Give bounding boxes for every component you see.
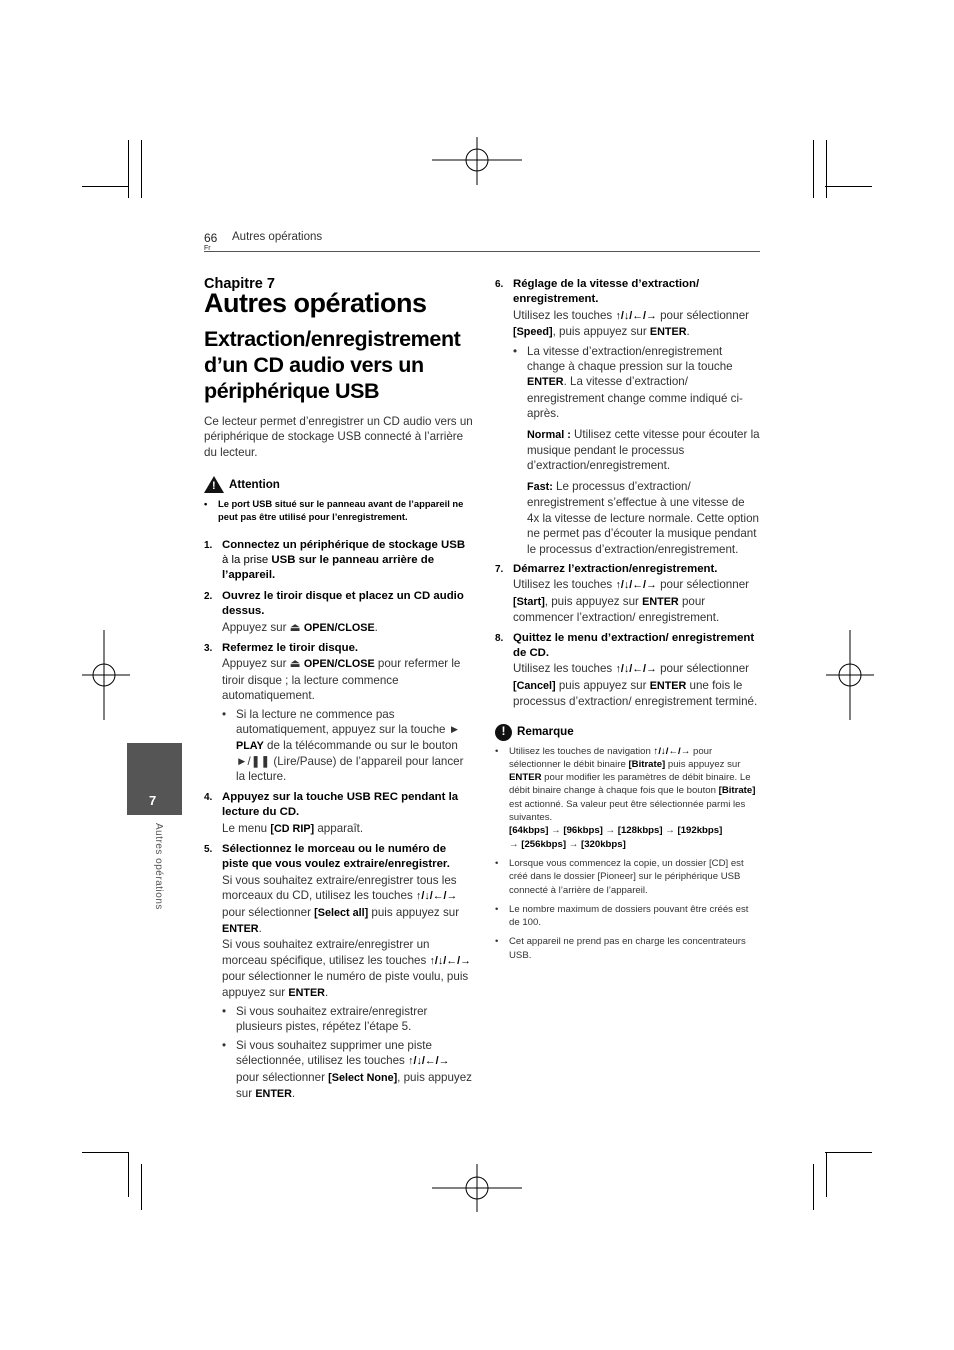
remark-label: Remarque bbox=[517, 725, 574, 739]
step-bullet bbox=[222, 1004, 474, 1035]
key-label: ENTER bbox=[642, 595, 679, 608]
remark-text: puis appuyez sur bbox=[665, 758, 741, 770]
step-bullet bbox=[513, 344, 760, 422]
step-number: 8. bbox=[495, 632, 504, 644]
step-body-text: une fois le processus d’extraction/ enregistrement terminé. bbox=[513, 678, 758, 709]
key-label: [Bitrate] bbox=[718, 785, 756, 797]
step-body-text: Appuyez sur bbox=[222, 657, 290, 671]
attention-header bbox=[204, 476, 474, 493]
arrow-keys-icon: ↑/↓/←/→ bbox=[615, 309, 657, 322]
page-number: 66 bbox=[204, 231, 218, 245]
step-body-text: , puis appuyez sur bbox=[544, 594, 643, 608]
step-body-text: Si vous souhaitez extraire/enregistrer un morceau spécifique, utilisez les touches bbox=[222, 938, 430, 967]
step-number: 4. bbox=[204, 791, 213, 803]
arrow-right-icon: → bbox=[665, 825, 675, 837]
step-number: 6. bbox=[495, 279, 504, 290]
step-body bbox=[222, 821, 474, 837]
remark-text: pour sélectionner le débit binaire bbox=[509, 745, 713, 770]
crop-mark bbox=[128, 1152, 129, 1197]
step-title-text: Appuyez sur la touche bbox=[222, 790, 347, 803]
key-label: [Cancel] bbox=[513, 679, 556, 692]
step-body-text: apparaît. bbox=[314, 821, 364, 835]
key-label: ENTER bbox=[288, 986, 325, 999]
key-label: ENTER bbox=[649, 326, 687, 339]
step-title: Ouvrez le tiroir disque et placez un CD audio dessus. bbox=[222, 589, 464, 618]
remark-text: Lorsque vous commencez la copie, un dossier [CD] est créé dans le dossier [Pioneer] sur le périphérique USB connecté à l’arrière de l’appareil. bbox=[509, 857, 744, 896]
step-body bbox=[222, 873, 474, 938]
step-8 bbox=[495, 631, 760, 710]
key-label: PLAY bbox=[236, 739, 264, 752]
step-title: Démarrez l’extraction/enregistrement. bbox=[513, 562, 718, 575]
step-body-text: Si vous souhaitez extraire/enregistrer tous les morceaux du CD, utilisez les touches bbox=[222, 873, 457, 903]
step-2 bbox=[204, 589, 474, 636]
step-body-text: Appuyez sur bbox=[222, 620, 290, 634]
step-bullet bbox=[222, 1038, 474, 1103]
crop-mark bbox=[82, 186, 129, 187]
bullet-text: La vitesse d’extraction/enregistrement change à chaque pression sur la touche bbox=[527, 344, 733, 374]
step-title-text: pendant la lecture du CD. bbox=[222, 790, 459, 819]
chapter-tab-label bbox=[147, 823, 167, 933]
chapter-label: Chapitre 7 bbox=[204, 276, 275, 292]
step-title-text: Connectez un périphérique de stockage bbox=[222, 538, 441, 551]
step-body bbox=[513, 661, 760, 709]
step-body-text: pour sélectionner le numéro de piste voulu, puis appuyez sur bbox=[222, 970, 469, 999]
running-title: Autres opérations bbox=[232, 231, 323, 243]
left-column bbox=[204, 277, 474, 1107]
bitrate-option: [192kbps] bbox=[677, 825, 723, 837]
key-label: [Select None] bbox=[328, 1071, 398, 1084]
step-3 bbox=[204, 641, 474, 785]
arrow-keys-icon: ↑/↓/←/→ bbox=[615, 663, 657, 676]
key-label: ENTER bbox=[222, 922, 259, 935]
key-label: [CD RIP] bbox=[270, 822, 315, 835]
step-number: 1. bbox=[204, 539, 213, 551]
registration-mark bbox=[432, 137, 522, 185]
key-label: OPEN/CLOSE bbox=[303, 658, 375, 671]
remark-item bbox=[495, 857, 760, 897]
step-body-text: pour commencer l’extraction/ enregistrement. bbox=[513, 594, 720, 625]
arrow-right-icon: → bbox=[568, 838, 579, 850]
crop-mark bbox=[82, 1152, 129, 1153]
registration-mark bbox=[826, 630, 874, 720]
attention-text-content: Le port USB situé sur le panneau avant de l’appareil ne peut pas être utilisé pour l’enregistrement. bbox=[218, 498, 464, 523]
chapter-tab-label-text: Autres opérations bbox=[153, 823, 164, 910]
step-title: Sélectionnez le morceau ou le numéro de piste que vous voulez extraire/enregistrer. bbox=[222, 842, 450, 871]
step-title-text: USB REC bbox=[346, 790, 398, 803]
step-title-text: à la prise bbox=[222, 554, 272, 567]
registration-mark bbox=[432, 1164, 522, 1212]
remark-item bbox=[495, 745, 760, 851]
section-title: Extraction/enregistrement d’un CD audio vers un périphérique USB bbox=[204, 326, 461, 403]
step-body bbox=[513, 308, 760, 341]
arrow-keys-icon: ↑/↓/←/→ bbox=[415, 890, 458, 903]
key-label: ENTER bbox=[255, 1088, 292, 1101]
remark-text: Cet appareil ne prend pas en charge les concentrateurs USB. bbox=[509, 936, 746, 961]
speed-fast bbox=[513, 479, 760, 557]
eject-icon: ⏏ bbox=[289, 657, 301, 671]
speed-label: Normal : bbox=[527, 428, 571, 441]
right-column bbox=[495, 277, 760, 962]
crop-mark bbox=[813, 140, 814, 198]
exclamation-icon: ! bbox=[495, 724, 512, 741]
step-body-text: Le menu bbox=[222, 821, 271, 835]
step-title bbox=[222, 538, 474, 584]
bullet-text: Si vous souhaitez supprimer une piste sélectionnée, utilisez les touches bbox=[236, 1038, 432, 1068]
step-5 bbox=[204, 842, 474, 1103]
warning-icon: ! bbox=[204, 476, 224, 493]
remark-header bbox=[495, 724, 760, 741]
speed-text: Le processus d’extraction/ enregistrement s’effectue à une vitesse de 4x la vitesse de lecture normale. Cette option ne permet pas d’écouter la musique pendant le processus d’extraction/enregistrement. bbox=[527, 479, 759, 556]
crop-mark bbox=[826, 1152, 827, 1197]
bitrate-option: [128kbps] bbox=[617, 825, 663, 837]
crop-mark bbox=[825, 1152, 872, 1153]
step-body bbox=[222, 620, 474, 636]
key-label: [Bitrate] bbox=[628, 758, 666, 770]
step-body-text: . bbox=[258, 921, 262, 935]
key-label: ENTER bbox=[527, 376, 564, 389]
speed-normal bbox=[513, 427, 760, 474]
key-label: [Start] bbox=[513, 595, 545, 608]
step-body bbox=[222, 656, 474, 703]
bullet-text: . La vitesse d’extraction/ enregistrement change comme indiqué ci-après. bbox=[527, 375, 743, 421]
bitrate-option: [96kbps] bbox=[563, 825, 603, 837]
bullet-text: de la télécommande ou sur le bouton bbox=[263, 738, 458, 752]
bullet-text: , puis appuyez sur bbox=[236, 1070, 472, 1101]
attention-label: Attention bbox=[229, 477, 280, 491]
remark-text: Le nombre maximum de dossiers pouvant être créés est de 100. bbox=[509, 903, 749, 929]
step-body bbox=[222, 937, 474, 1001]
step-number: 5. bbox=[204, 843, 213, 855]
step-title-text: USB bbox=[271, 554, 296, 567]
speed-text: Utilisez cette vitesse pour écouter la musique pendant le processus d’extraction/enregistrement. bbox=[527, 427, 760, 473]
step-body-text: . bbox=[374, 620, 378, 634]
chapter-tab bbox=[127, 743, 182, 815]
step-4 bbox=[204, 790, 474, 837]
crop-mark bbox=[128, 140, 129, 198]
remark-text: Utilisez les touches de navigation bbox=[509, 745, 654, 757]
step-number: 3. bbox=[204, 643, 213, 655]
step-title: Refermez le tiroir disque. bbox=[222, 642, 359, 655]
step-6 bbox=[495, 277, 760, 557]
bitrate-option: [320kbps] bbox=[581, 838, 626, 850]
remark-item bbox=[495, 903, 760, 930]
attention-text bbox=[204, 497, 474, 524]
step-7 bbox=[495, 562, 760, 626]
step-body-text: . bbox=[324, 985, 329, 999]
step-number: 2. bbox=[204, 590, 213, 602]
step-body-text: Utilisez les touches bbox=[513, 662, 616, 676]
page-title: Autres opérations bbox=[204, 288, 427, 319]
step-title-text: USB bbox=[441, 538, 466, 551]
step-body bbox=[513, 577, 760, 625]
bullet-text: . bbox=[291, 1087, 296, 1101]
remark-item bbox=[495, 935, 760, 962]
step-1 bbox=[204, 538, 474, 584]
step-body-text: pour sélectionner bbox=[656, 578, 750, 592]
crop-mark bbox=[141, 140, 142, 198]
language-code: Fr bbox=[204, 245, 211, 252]
crop-mark bbox=[813, 1164, 814, 1210]
key-label: OPEN/CLOSE bbox=[303, 621, 375, 634]
crop-mark bbox=[141, 1164, 142, 1210]
remark-text: est actionné. Sa valeur peut être sélectionnée parmi les suivantes. bbox=[509, 798, 746, 824]
step-body-text: Utilisez les touches bbox=[513, 578, 616, 592]
bullet-text: Si la lecture ne commence pas automatiquement, appuyez sur la touche bbox=[236, 707, 449, 737]
registration-mark bbox=[82, 630, 130, 720]
step-title: Quittez le menu d’extraction/ enregistrement de CD. bbox=[513, 631, 755, 659]
arrow-keys-icon: ↑/↓/←/→ bbox=[408, 1055, 450, 1068]
step-number: 7. bbox=[495, 563, 504, 575]
chapter-tab-number: 7 bbox=[149, 793, 157, 808]
step-body-text: pour sélectionner bbox=[656, 662, 750, 676]
remark-text: pour modifier les paramètres de débit binaire. Le débit binaire change à chaque fois que le bouton bbox=[509, 772, 751, 797]
bullet-text: Si vous souhaitez extraire/enregistrer plusieurs pistes, répétez l’étape 5. bbox=[236, 1005, 428, 1034]
key-label: [Select all] bbox=[314, 906, 369, 919]
arrow-keys-icon: ↑/↓/←/→ bbox=[429, 954, 471, 967]
arrow-keys-icon: ↑/↓/←/→ bbox=[653, 745, 691, 757]
arrow-right-icon: → bbox=[605, 825, 616, 837]
step-body-text: pour sélectionner bbox=[656, 308, 750, 322]
play-pause-icon: ►/❚❚ bbox=[236, 754, 271, 768]
step-body-text: Utilisez les touches bbox=[513, 308, 616, 322]
key-label: ENTER bbox=[509, 772, 542, 784]
step-body-text: puis appuyez sur bbox=[555, 678, 650, 692]
arrow-keys-icon: ↑/↓/←/→ bbox=[615, 579, 657, 592]
bullet-text: (Lire/Pause) de l’appareil pour lancer la lecture. bbox=[236, 754, 464, 784]
step-title bbox=[222, 790, 474, 821]
bitrate-option: [256kbps] bbox=[521, 838, 567, 850]
crop-mark bbox=[826, 140, 827, 198]
step-body-text: puis appuyez sur bbox=[368, 905, 460, 919]
step-title: Réglage de la vitesse d’extraction/ enregistrement. bbox=[513, 278, 700, 306]
key-label: ENTER bbox=[649, 679, 687, 692]
play-icon: ► bbox=[448, 723, 461, 737]
step-bullet bbox=[222, 707, 474, 785]
intro-text: Ce lecteur permet d’enregistrer un CD audio vers un périphérique de stockage USB connecté à l’arrière du lecteur. bbox=[204, 414, 473, 459]
key-label: [Speed] bbox=[513, 326, 553, 339]
step-title-text: sur le panneau arrière de l’appareil. bbox=[222, 554, 435, 582]
step-body-text: pour refermer le tiroir disque ; la lecture commence automatiquement. bbox=[222, 657, 461, 703]
step-body-text: , puis appuyez sur bbox=[552, 325, 650, 339]
bullet-text: pour sélectionner bbox=[236, 1070, 329, 1084]
bitrate-option: [64kbps] bbox=[509, 825, 549, 837]
crop-mark bbox=[825, 186, 872, 187]
arrow-right-icon: → bbox=[509, 838, 519, 850]
step-body-text: pour sélectionner bbox=[222, 905, 315, 919]
step-body-text: . bbox=[686, 325, 690, 339]
arrow-right-icon: → bbox=[551, 825, 561, 837]
speed-label: Fast: bbox=[527, 480, 553, 493]
eject-icon: ⏏ bbox=[289, 620, 301, 634]
page-header bbox=[204, 231, 760, 252]
